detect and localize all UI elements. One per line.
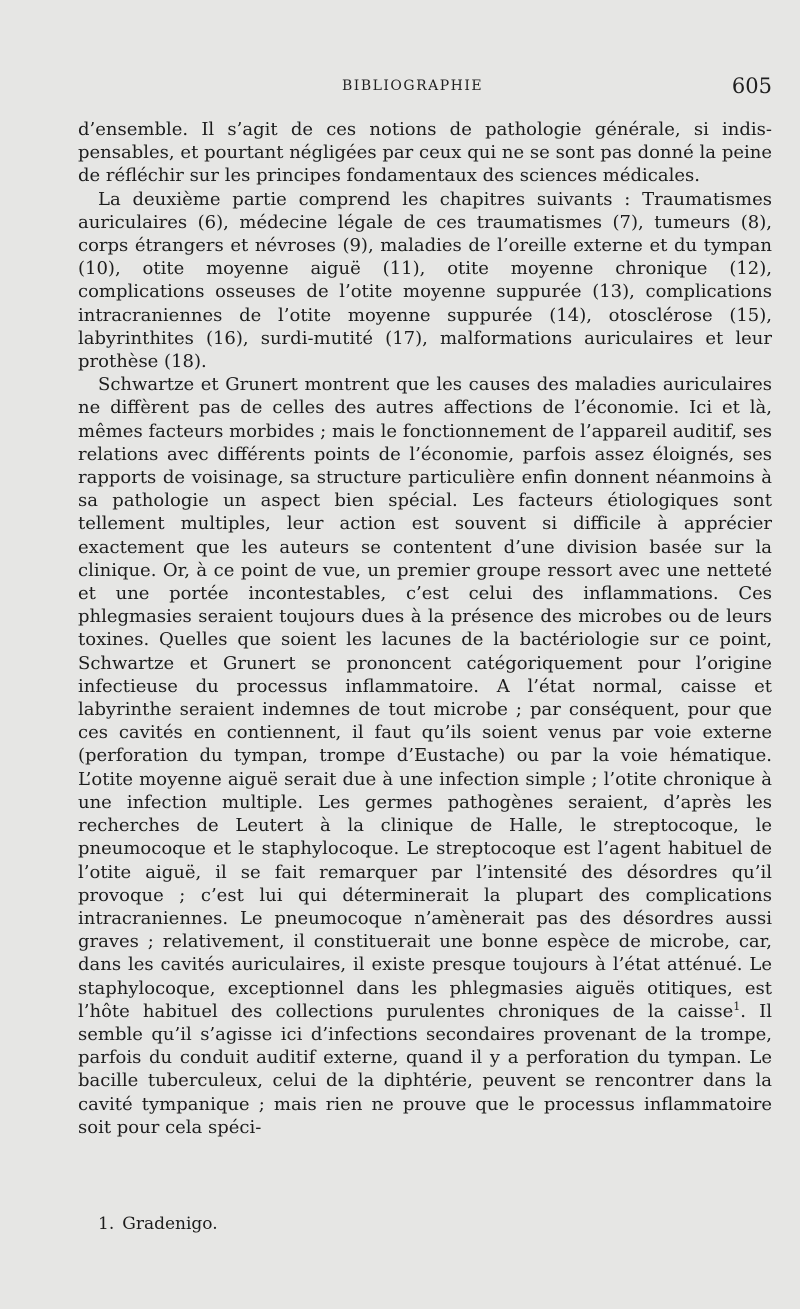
footnote: [98, 1214, 218, 1234]
footnote-text: Gradenigo.: [122, 1214, 218, 1234]
paragraph-3-part-a: Schwartze et Grunert montrent que les causes des maladies auriculaires ne diffèrent pas de celles des autres affections de l’économie. Ici et là, mêmes facteurs morbides ; mais le fonctionnement de l’appareil auditif, ses relations avec différents points de l’économie, parfois assez éloignés, ses rapports de voisinage, sa structure particulière enfin donnent néanmoins à sa pathologie un aspect bien spécial. Les facteurs étiologiques sont tellement multiples, leur action est souvent si difficile à apprécier exactement que les auteurs se contentent d’une division basée sur la clinique. Or, à ce point de vue, un premier groupe ressort avec une netteté et une portée incontestables, c’est celui des inflammations. Ces phlegmasies seraient toujours dues à la présence des microbes ou de leurs toxines. Quelles que soient les lacunes de la bactériologie sur ce point, Schwartze et Grunert se prononcent catégoriquement pour l’origine infectieuse du processus inflammatoire. A l’état normal, caisse et labyrinthe seraient indemnes de tout microbe ; par conséquent, pour que ces cavités en contiennent, il faut qu’ils soient venus par voie externe (perforation du tympan, trompe d’Eustache) ou par la voie hématique. L’otite moyenne aiguë serait due à une infection simple ; l’otite chronique à une infection multiple. Les germes pathogènes seraient, d’après les recherches de Leutert à la clinique de Halle, le streptocoque, le pneumocoque et le staphylocoque. Le streptocoque est l’agent habituel de l’otite aiguë, il se fait remarquer par l’intensité des désordres qu’il provoque ; c’est lui qui déterminerait la plupart des complications intracraniennes. Le pneumocoque n’amènerait pas des désordres aussi graves ; relativement, il constituerait une bonne espèce de microbe, car, dans les cavités auriculaires, il existe presque toujours à l’état atténué. Le staphylocoque, exceptionnel dans les phlegmasies aiguës otitiques, est l’hôte habituel des collections purulentes chroniques de la caisse: [78, 374, 772, 1022]
page-number: 605: [731, 74, 772, 98]
paragraph-2: La deuxième partie comprend les chapitres suivants : Traumatismes auriculaires (6), médecine légale de ces traumatismes (7), tumeurs (8), corps étrangers et névroses (9), maladies de l’oreille externe et du tympan (10), otite moyenne aiguë (11), otite moyenne chronique (12), complications osseuses de l’otite moyenne suppurée (13), complications intracraniennes de l’otite moyenne suppurée (14), otosclérose (15), labyrinthites (16), surdi-mutité (17), malformations auriculaires et leur prothèse (18).: [78, 188, 772, 373]
paragraph-1: d’ensemble. Il s’agit de ces notions de pathologie générale, si indispensables, et pourtant négligées par ceux qui ne se sont pas donné la peine de réfléchir sur les principes fondamentaux des sciences médicales.: [78, 119, 772, 187]
paragraph-3: [78, 373, 772, 1139]
footnote-label: 1.: [98, 1214, 115, 1234]
paragraph-3-part-b: . Il semble qu’il s’agisse ici d’infections secondaires provenant de la trompe, parfois du conduit auditif externe, quand il y a perforation du tympan. Le bacille tuberculeux, celui de la diphtérie, peuvent se rencontrer dans la cavité tympanique ; mais rien ne prouve que le processus inflammatoire soit pour cela spéci-: [78, 1000, 772, 1138]
footnote-reference: 1: [733, 999, 741, 1013]
running-title: BIBLIOGRAPHIE: [342, 78, 484, 94]
body-text: [78, 118, 772, 1139]
page-header: [78, 74, 772, 102]
